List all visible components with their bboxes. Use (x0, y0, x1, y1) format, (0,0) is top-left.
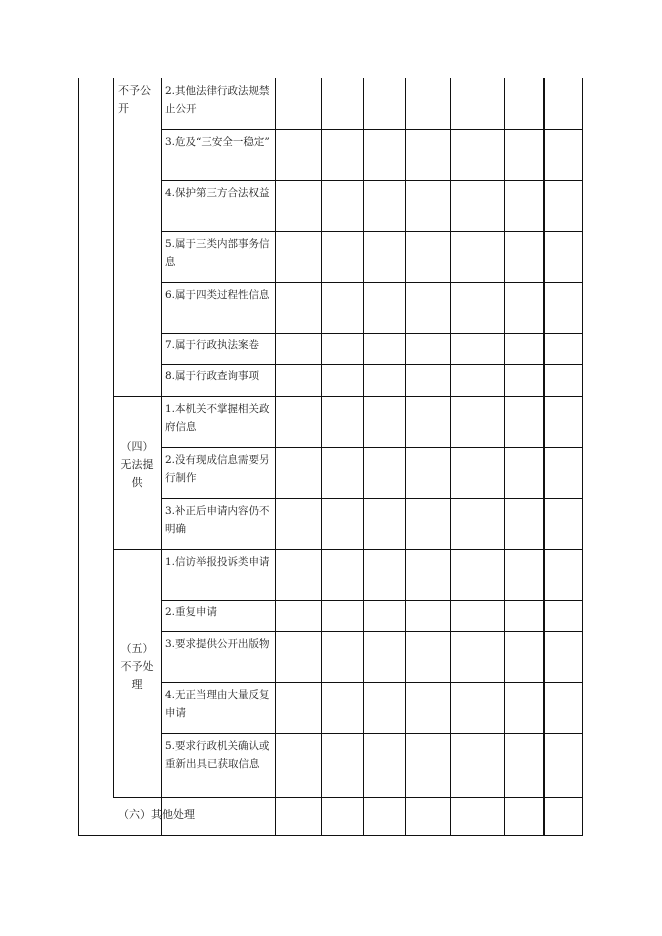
category-label-not-processed: （五）不予处理 (120, 642, 154, 691)
row-divider (161, 231, 583, 232)
row-divider (161, 600, 583, 601)
row-divider (161, 498, 583, 499)
row-divider (161, 682, 583, 683)
table-row-label: 3.要求提供公开出版物 (165, 638, 270, 650)
table-row-label: 7.属于行政执法案卷 (165, 339, 260, 351)
category-divider (113, 396, 583, 397)
table-row-label: 4.保护第三方合法权益 (165, 187, 270, 199)
table-row-label: 8.属于行政查询事项 (165, 370, 260, 382)
table-row-label: 3.补正后申请内容仍不明确 (165, 505, 270, 535)
count-column-divider (405, 78, 406, 836)
row-divider (161, 631, 583, 632)
category-column-divider (113, 78, 114, 797)
category-label-unable-to-provide: （四）无法提供 (120, 440, 154, 489)
table-row-label: 3.危及“三安全一稳定” (165, 136, 270, 148)
row-divider (161, 447, 583, 448)
count-column-divider (363, 78, 364, 836)
table-left-border (78, 78, 79, 836)
category-label-withhold: 不予公开 (118, 84, 151, 115)
table-row-label: 2.没有现成信息需要另行制作 (165, 454, 270, 484)
table-row-label: 4.无正当理由大量反复申请 (165, 689, 270, 719)
table-row-label: 2.重复申请 (165, 606, 218, 618)
row-divider (161, 364, 583, 365)
count-column-divider (504, 78, 505, 836)
row-divider (161, 733, 583, 734)
table-row-label: 5.属于三类内部事务信息 (165, 238, 270, 268)
table-row-label: 2.其他法律行政法规禁止公开 (165, 85, 270, 115)
table-row-label: 5.要求行政机关确认或重新出具已获取信息 (165, 740, 270, 770)
row-divider (161, 129, 583, 130)
other-processing-label: （六）其他处理 (118, 808, 195, 821)
row-divider (161, 333, 583, 334)
row-divider (161, 282, 583, 283)
table-bottom-border (78, 835, 583, 836)
category-divider (113, 549, 583, 550)
item-column-divider (161, 78, 162, 836)
count-column-divider (275, 78, 276, 836)
category-divider (113, 797, 583, 798)
total-column-divider (543, 78, 545, 836)
table-row-label: 1.本机关不掌握相关政府信息 (165, 403, 270, 433)
table-row-label: 6.属于四类过程性信息 (165, 289, 270, 301)
table-row-label: 1.信访举报投诉类申请 (165, 556, 270, 568)
row-divider (161, 180, 583, 181)
count-column-divider (321, 78, 322, 836)
table-right-border (582, 78, 583, 836)
count-column-divider (450, 78, 451, 836)
